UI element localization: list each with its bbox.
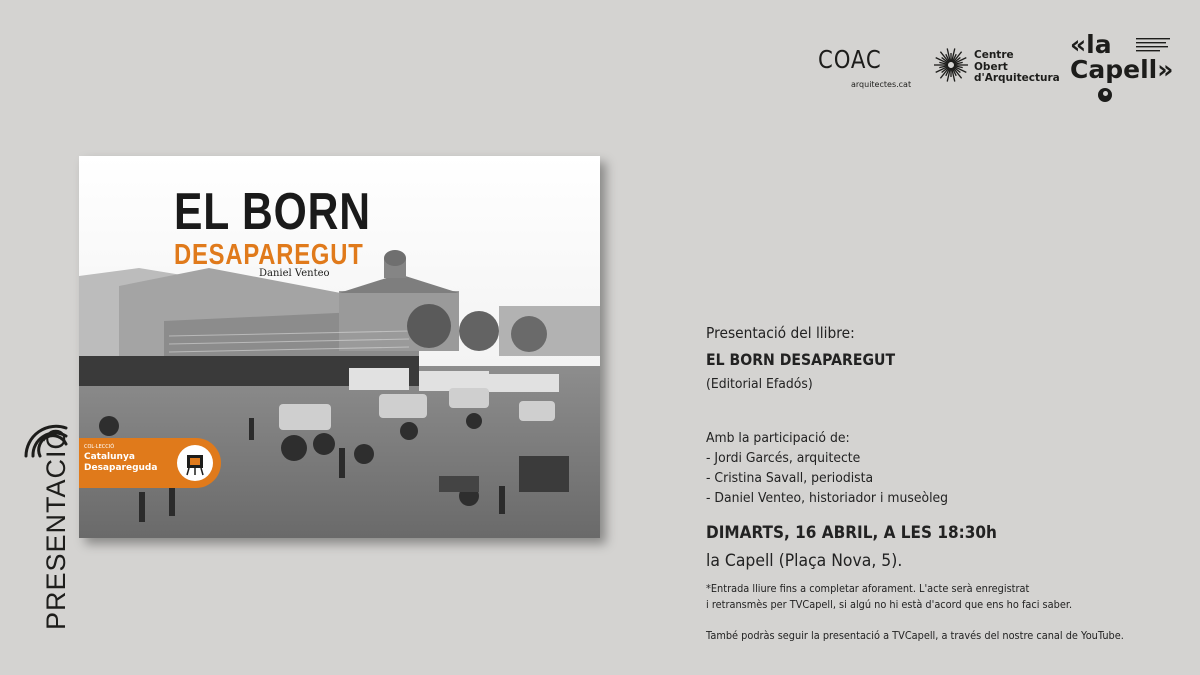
coac-site-text: arquitectes.cat: [851, 80, 912, 89]
participant-item: - Cristina Savall, periodista: [706, 470, 874, 486]
series-kicker: COL·LECCIÓ: [84, 444, 115, 450]
series-name: [84, 452, 157, 474]
event-date: DIMARTS, 16 ABRIL, A LES 18:30h: [706, 523, 997, 543]
centre-line-2: Obert: [974, 60, 1008, 73]
capell-line-1: «la: [1070, 30, 1112, 59]
starburst-icon: [932, 46, 970, 84]
book-cover: [79, 156, 600, 538]
participant-item: - Daniel Venteo, historiador i museòleg: [706, 490, 949, 506]
coac-logo-text: COAC: [818, 45, 882, 74]
book-title: EL BORN: [174, 183, 371, 241]
event-book-title: EL BORN DESAPAREGUT: [706, 350, 896, 369]
entry-note-line-1: *Entrada lliure fins a completar aforament. L'acte serà enregistrat: [706, 583, 1030, 595]
book-author: Daniel Venteo: [259, 268, 330, 279]
capell-line-2: Capell»: [1070, 55, 1174, 84]
logo-bar: [810, 30, 1180, 110]
centre-obert-text: [974, 50, 1060, 85]
series-line-2: Desapareguda: [84, 463, 158, 473]
book-subtitle: DESAPAREGUT: [174, 239, 364, 271]
participant-item: - Jordi Garcés, arquitecte: [706, 450, 861, 466]
la-capell-logo: [1070, 32, 1173, 82]
entry-note-line-2: i retransmès per TVCapell, si algú no hi està d'acord que ens ho faci saber.: [706, 599, 1073, 611]
centre-line-3: d'Arquitectura: [974, 72, 1060, 84]
camera-icon: [177, 445, 213, 481]
capell-dot-icon: [1098, 88, 1112, 102]
event-place: la Capell (Plaça Nova, 5).: [706, 551, 903, 571]
event-intro: Presentació del llibre:: [706, 324, 855, 342]
series-badge: [79, 438, 221, 488]
coac-logo: [818, 45, 912, 89]
event-publisher: (Editorial Efadós): [706, 376, 813, 392]
series-line-1: Catalunya: [84, 452, 135, 462]
participation-intro: Amb la participació de:: [706, 430, 850, 446]
capell-tagline-graphic: [1136, 37, 1176, 55]
centre-line-1: Centre: [974, 49, 1014, 61]
stream-note: També podràs seguir la presentació a TVCapell, a través del nostre canal de YouTube.: [706, 630, 1124, 642]
presentacio-vertical-label: PRESENTACIÓ: [41, 427, 71, 630]
